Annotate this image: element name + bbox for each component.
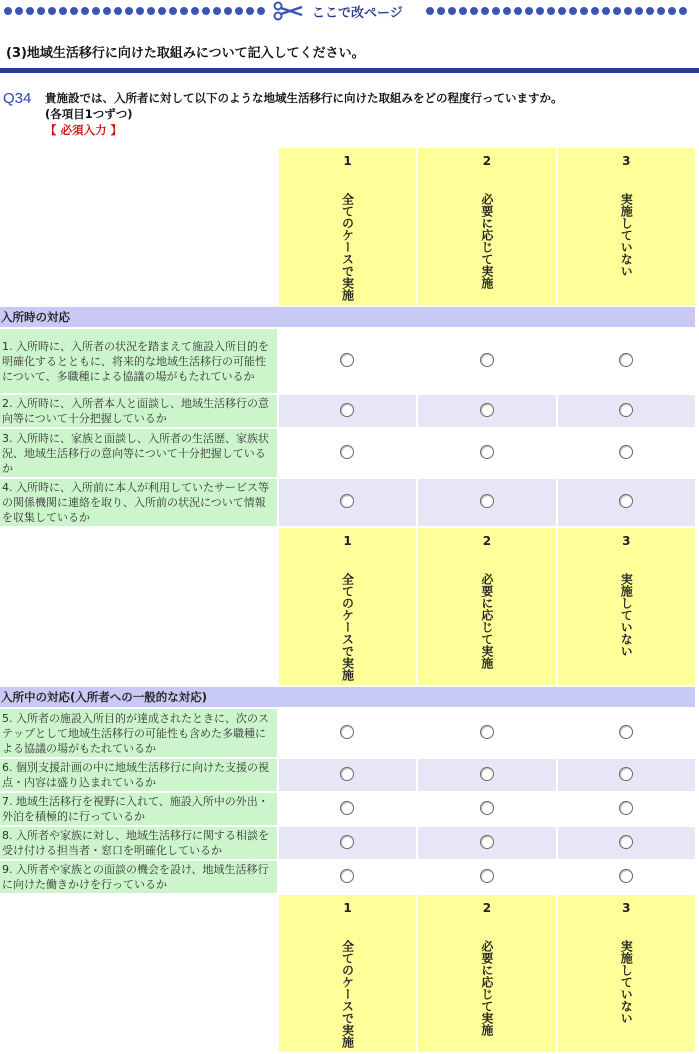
radio-option-3[interactable] xyxy=(619,494,633,508)
scissors-icon xyxy=(272,1,304,21)
radio-option-1[interactable] xyxy=(340,725,354,739)
divider-dot xyxy=(558,7,566,15)
radio-option-3[interactable] xyxy=(619,801,633,815)
radio-option-3[interactable] xyxy=(619,445,633,459)
question-item-row xyxy=(0,759,695,791)
radio-option-1[interactable] xyxy=(340,494,354,508)
radio-option-2[interactable] xyxy=(480,445,494,459)
option-label: 実施していない xyxy=(619,940,634,1024)
option-label: 全てのケースで実施 xyxy=(340,940,355,1048)
option-header-1 xyxy=(279,148,416,305)
item-label: 9. 入所者や家族との面談の機会を設け、地域生活移行に向けた働きかけを行っているか xyxy=(0,861,277,893)
radio-cell xyxy=(418,479,555,526)
radio-cell xyxy=(279,329,416,393)
divider-dot xyxy=(437,7,445,15)
option-label: 実施していない xyxy=(619,573,634,657)
option-number: 2 xyxy=(482,901,492,915)
divider-dot xyxy=(668,7,676,15)
radio-option-2[interactable] xyxy=(480,494,494,508)
radio-cell xyxy=(279,861,416,893)
radio-option-2[interactable] xyxy=(480,835,494,849)
option-number: 3 xyxy=(622,901,631,915)
option-label: 必要に応じて実施 xyxy=(479,940,494,1036)
radio-option-1[interactable] xyxy=(340,445,354,459)
item-label: 2. 入所時に、入所者本人と面談し、地域生活移行の意向等について十分把握しているか xyxy=(0,395,277,427)
radio-cell xyxy=(418,861,555,893)
divider-dot xyxy=(136,7,144,15)
radio-option-3[interactable] xyxy=(619,869,633,883)
option-number: 1 xyxy=(343,534,352,548)
option-label: 必要に応じて実施 xyxy=(479,573,494,669)
divider-dot xyxy=(114,7,122,15)
radio-option-3[interactable] xyxy=(619,767,633,781)
divider-dot xyxy=(679,7,687,15)
divider-dot xyxy=(448,7,456,15)
question-item-row xyxy=(0,793,695,825)
radio-option-2[interactable] xyxy=(480,353,494,367)
item-label: 3. 入所時に、家族と面談し、入所者の生活歴、家族状況、地域生活移行の意向等について十分把握しているか xyxy=(0,429,277,477)
divider-dot xyxy=(191,7,199,15)
option-number: 2 xyxy=(482,534,492,548)
question-text: 貴施設では、入所者に対して以下のような地域生活移行に向けた取組みをどの程度行っていますか。 xyxy=(45,91,563,105)
header-blank-cell xyxy=(0,148,277,305)
divider-dot xyxy=(246,7,254,15)
option-header-2 xyxy=(418,528,555,685)
radio-cell xyxy=(558,793,695,825)
radio-cell xyxy=(558,429,695,477)
divider-dot xyxy=(602,7,610,15)
radio-cell xyxy=(418,395,555,427)
radio-cell xyxy=(279,709,416,757)
divider-dots-left xyxy=(4,5,265,17)
question-note: (各項目1つずつ) xyxy=(45,107,133,121)
divider-dot xyxy=(158,7,166,15)
radio-cell xyxy=(418,429,555,477)
item-label: 6. 個別支援計画の中に地域生活移行に向けた支援の視点・内容は盛り込まれているか xyxy=(0,759,277,791)
radio-cell xyxy=(418,709,555,757)
radio-cell xyxy=(418,329,555,393)
header-blank-cell xyxy=(0,528,277,685)
divider-dot xyxy=(26,7,34,15)
question-item-row xyxy=(0,861,695,893)
radio-option-2[interactable] xyxy=(480,767,494,781)
radio-cell xyxy=(558,395,695,427)
item-label: 5. 入所者の施設入所目的が達成されたときに、次のステップとして地域生活移行の可能性も含めた多職種による協議の場がもたれているか xyxy=(0,709,277,757)
divider-dot xyxy=(48,7,56,15)
radio-option-1[interactable] xyxy=(340,767,354,781)
divider-dot xyxy=(646,7,654,15)
divider-dot xyxy=(635,7,643,15)
divider-dot xyxy=(525,7,533,15)
question-item-row xyxy=(0,395,695,427)
divider-dot xyxy=(180,7,188,15)
radio-option-2[interactable] xyxy=(480,869,494,883)
option-number: 2 xyxy=(482,154,492,168)
question-item-row xyxy=(0,329,695,393)
section-title: (3)地域生活移行に向けた取組みについて記入してください。 xyxy=(6,46,365,61)
radio-cell xyxy=(279,793,416,825)
divider-dot xyxy=(202,7,210,15)
radio-option-3[interactable] xyxy=(619,725,633,739)
radio-cell xyxy=(558,759,695,791)
divider-dot xyxy=(59,7,67,15)
divider-dot xyxy=(125,7,133,15)
option-number: 1 xyxy=(343,901,352,915)
divider-dot xyxy=(426,7,434,15)
divider-dot xyxy=(481,7,489,15)
radio-option-1[interactable] xyxy=(340,353,354,367)
divider-dot xyxy=(514,7,522,15)
required-label: 【 必須入力 】 xyxy=(45,123,123,137)
divider-dot xyxy=(147,7,155,15)
radio-option-3[interactable] xyxy=(619,353,633,367)
divider-dot xyxy=(169,7,177,15)
question-item-row xyxy=(0,429,695,477)
option-label: 実施していない xyxy=(619,193,634,277)
category-row xyxy=(0,307,695,327)
option-header-2 xyxy=(418,148,555,305)
section-rule xyxy=(0,68,699,73)
option-number: 3 xyxy=(622,154,631,168)
option-header-2 xyxy=(418,895,555,1052)
option-number: 1 xyxy=(343,154,352,168)
option-label: 全てのケースで実施 xyxy=(340,193,355,301)
radio-option-1[interactable] xyxy=(340,835,354,849)
question-number: Q34 xyxy=(3,90,32,107)
radio-cell xyxy=(418,759,555,791)
category-title: 入所時の対応 xyxy=(0,307,695,327)
radio-cell xyxy=(279,759,416,791)
item-label: 4. 入所時に、入所前に本人が利用していたサービス等の関係機関に連絡を取り、入所前の状況について情報を収集しているか xyxy=(0,479,277,526)
question-item-row xyxy=(0,827,695,859)
radio-cell xyxy=(558,709,695,757)
divider-dot xyxy=(257,7,265,15)
option-number: 3 xyxy=(622,534,631,548)
divider-dot xyxy=(37,7,45,15)
divider-dot xyxy=(580,7,588,15)
radio-cell xyxy=(418,793,555,825)
divider-dot xyxy=(4,7,12,15)
question-item-row xyxy=(0,709,695,757)
divider-dot xyxy=(470,7,478,15)
item-label: 1. 入所時に、入所者の状況を踏まえて施設入所目的を明確化するとともに、将来的な地域生活移行の可能性について、多職種による協議の場がもたれているか xyxy=(0,329,277,393)
category-row xyxy=(0,687,695,707)
radio-option-1[interactable] xyxy=(340,869,354,883)
divider-dot xyxy=(536,7,544,15)
option-header-1 xyxy=(279,528,416,685)
radio-cell xyxy=(279,479,416,526)
divider-dot xyxy=(624,7,632,15)
divider-dot xyxy=(92,7,100,15)
option-header-3 xyxy=(558,148,695,305)
option-label: 必要に応じて実施 xyxy=(479,193,494,289)
divider-dot xyxy=(657,7,665,15)
page-break-divider xyxy=(0,0,699,24)
page-break-label: ここで改ページ xyxy=(312,6,403,21)
item-label: 8. 入所者や家族に対し、地域生活移行に関する相談を受け付ける担当者・窓口を明確化しているか xyxy=(0,827,277,859)
item-label: 7. 地域生活移行を視野に入れて、施設入所中の外出・外泊を積極的に行っているか xyxy=(0,793,277,825)
option-header-3 xyxy=(558,528,695,685)
divider-dot xyxy=(492,7,500,15)
divider-dot xyxy=(224,7,232,15)
divider-dot xyxy=(459,7,467,15)
radio-option-1[interactable] xyxy=(340,403,354,417)
radio-cell xyxy=(279,827,416,859)
radio-cell xyxy=(558,827,695,859)
question-item-row xyxy=(0,479,695,526)
divider-dot xyxy=(591,7,599,15)
divider-dot xyxy=(70,7,78,15)
divider-dot xyxy=(235,7,243,15)
radio-option-2[interactable] xyxy=(480,801,494,815)
radio-cell xyxy=(279,395,416,427)
option-header-row xyxy=(0,895,695,1052)
divider-dot xyxy=(103,7,111,15)
radio-option-2[interactable] xyxy=(480,725,494,739)
radio-option-3[interactable] xyxy=(619,403,633,417)
option-label: 全てのケースで実施 xyxy=(340,573,355,681)
radio-option-3[interactable] xyxy=(619,835,633,849)
option-header-3 xyxy=(558,895,695,1052)
header-blank-cell xyxy=(0,895,277,1052)
radio-cell xyxy=(558,329,695,393)
category-title: 入所中の対応(入所者への一般的な対応) xyxy=(0,687,695,707)
answer-matrix xyxy=(0,146,697,1054)
radio-option-1[interactable] xyxy=(340,801,354,815)
divider-dot xyxy=(213,7,221,15)
option-header-row xyxy=(0,148,695,305)
divider-dot xyxy=(547,7,555,15)
radio-option-2[interactable] xyxy=(480,403,494,417)
divider-dot xyxy=(569,7,577,15)
radio-cell xyxy=(418,827,555,859)
radio-cell xyxy=(558,479,695,526)
divider-dot xyxy=(15,7,23,15)
divider-dot xyxy=(81,7,89,15)
option-header-row xyxy=(0,528,695,685)
option-header-1 xyxy=(279,895,416,1052)
divider-dot xyxy=(613,7,621,15)
divider-dot xyxy=(503,7,511,15)
radio-cell xyxy=(558,861,695,893)
divider-dots-right xyxy=(426,5,687,17)
radio-cell xyxy=(279,429,416,477)
